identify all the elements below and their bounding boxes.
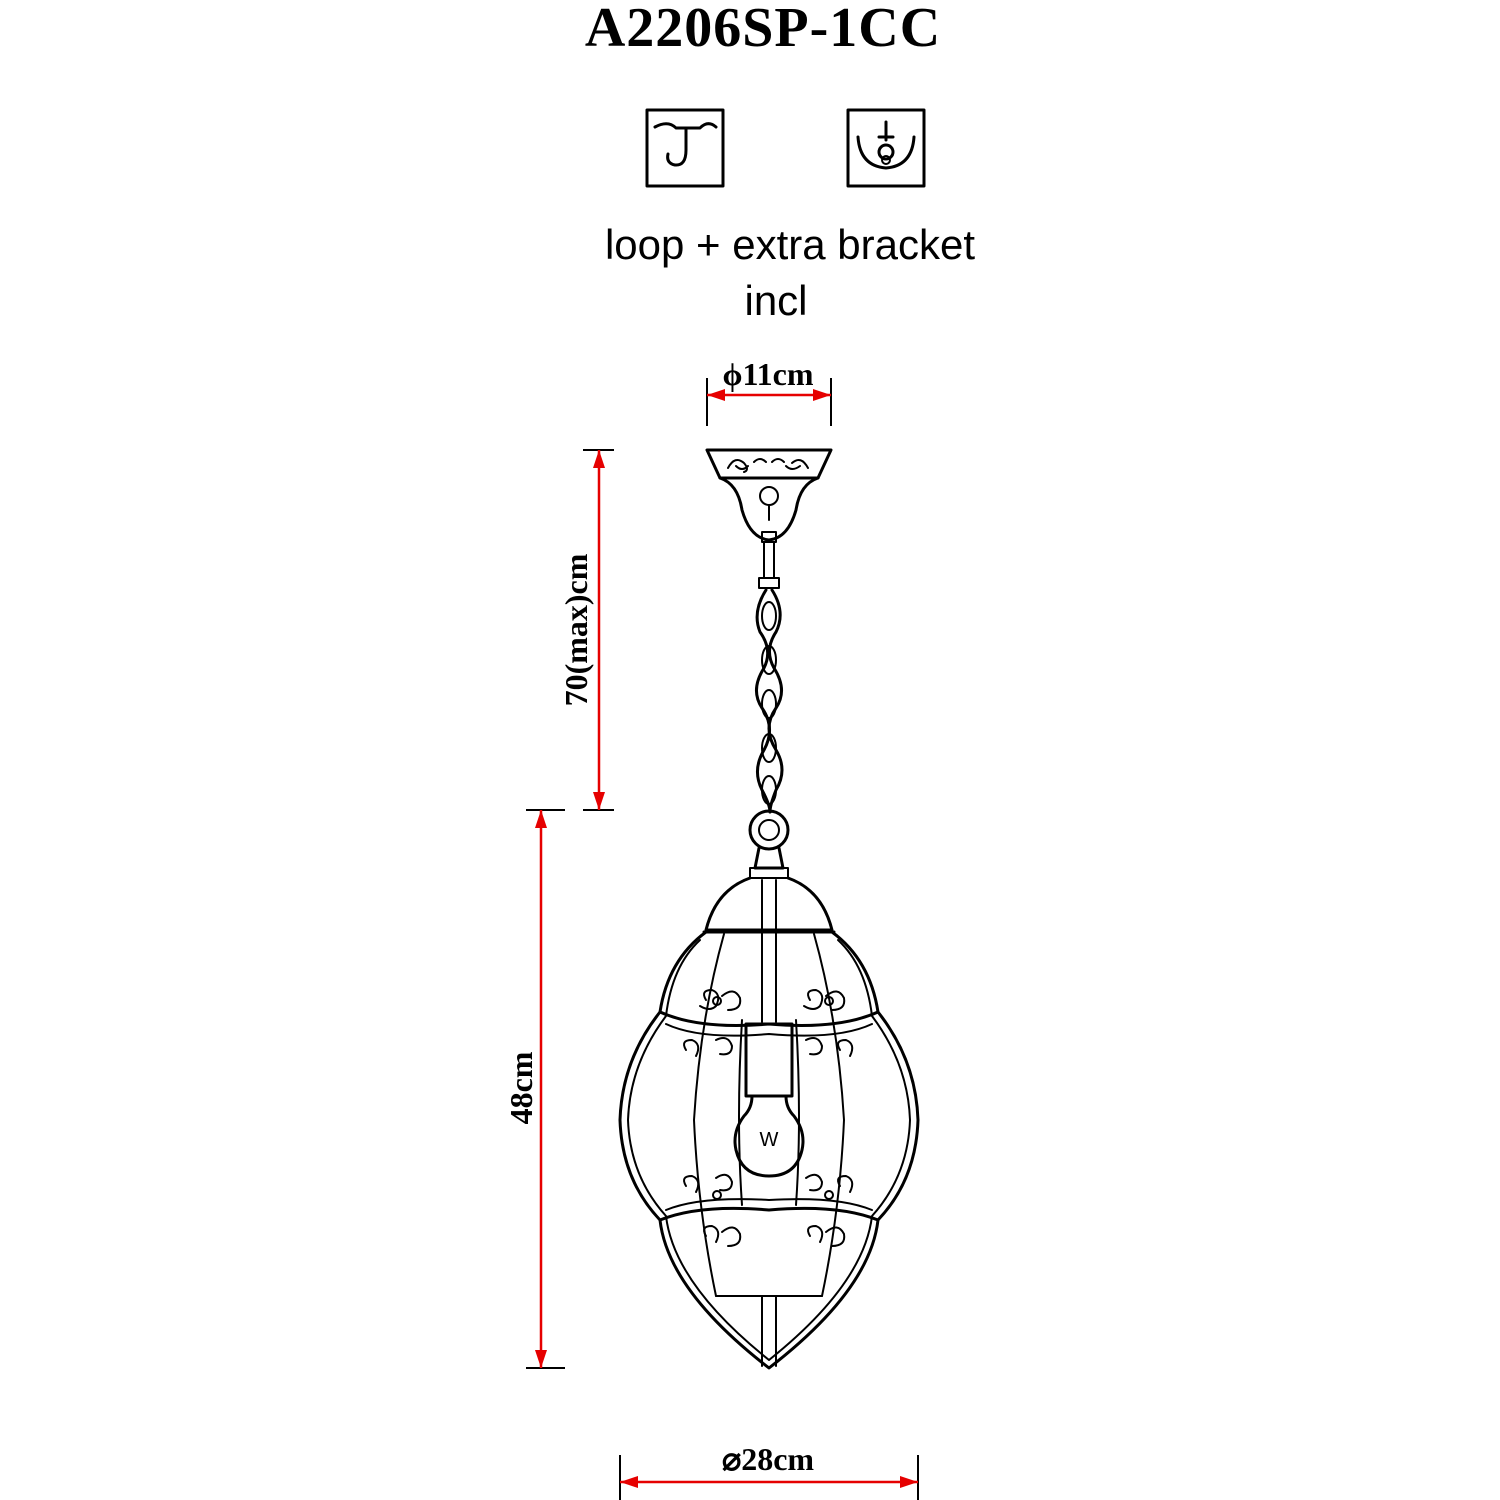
lantern-cage <box>620 878 918 1368</box>
body-height-label: 48cm <box>503 1051 539 1125</box>
mount-note-line-2: incl <box>744 277 808 324</box>
bulb-label: W <box>759 1129 779 1151</box>
suspension-loop <box>750 811 788 878</box>
ceiling-bracket-icon <box>848 110 924 186</box>
body-diameter-dimension <box>620 1441 918 1500</box>
ceiling-canopy <box>707 450 831 542</box>
canopy-diameter-label: ϕ11cm <box>722 356 814 392</box>
body-height-dimension <box>503 810 565 1368</box>
ceiling-hook-icon <box>647 110 723 186</box>
chain-length-label: 70(max)cm <box>558 553 594 707</box>
light-bulb-icon <box>735 1096 803 1176</box>
chain-length-dimension <box>558 450 614 810</box>
suspension-chain <box>756 542 782 812</box>
decorative-scrollwork <box>684 990 852 1246</box>
mount-note-line-1: loop + extra bracket <box>604 221 976 268</box>
canopy-diameter-dimension <box>707 356 831 426</box>
model-title: A2206SP-1CC <box>584 0 942 59</box>
pendant-lamp-drawing <box>620 450 918 1368</box>
body-diameter-label: ⌀28cm <box>721 1441 815 1477</box>
